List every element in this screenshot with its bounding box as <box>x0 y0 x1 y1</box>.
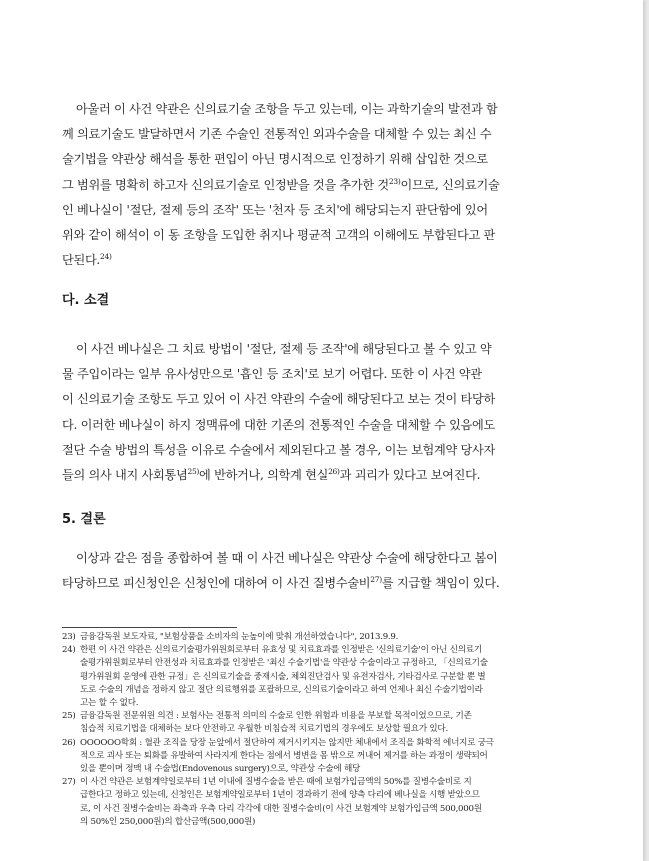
footnote-number: 25) <box>62 711 76 722</box>
footnote-line: 한편 이 사건 약관은 신의료기술평가위원회로부터 유효성 및 치료효과를 인정받은 '신의료기술'이 아닌 신의료기 <box>80 645 482 656</box>
footnote-text <box>80 710 600 736</box>
footnote-ref[interactable]: 24) <box>100 252 112 262</box>
footnote-text <box>80 737 600 777</box>
text-line: 다. 이러한 베나실이 하지 정맥류에 대한 기존의 전통적인 수술을 대체할 수 있음에도 <box>62 417 495 432</box>
footnote-ref[interactable]: 25) <box>187 466 200 476</box>
footnote-line: 술평가위원회로부터 안전성과 치료효과를 인정받은 '최신 수술기법'을 약관상 수술이라고 규정하고, 「신의료기술 <box>80 658 488 669</box>
footnote-26 <box>62 737 600 777</box>
text-line: 께 의료기술도 발달하면서 기존 수술인 전통적인 외과수술을 대체할 수 있는 최신 수 <box>62 127 492 142</box>
footnote-line: 적으로 괴사 또는 퇴화를 유발하여 사라지게 한다는 점에서 병변을 몸 밖으로 꺼내어 제거를 하는 과정이 생략되어 <box>80 750 488 761</box>
text-line <box>62 463 602 488</box>
footnote-text <box>80 776 600 829</box>
text-line: 아울러 이 사건 약관은 신의료기술 조항을 두고 있는데, 이는 과학기술의 발전과 함 <box>76 102 498 116</box>
text-line: 물 주입이라는 일부 유사성만으로 '흡인 등 조치'로 보기 어렵다. 또한 이 사건 약관 <box>62 367 482 382</box>
text-line: 술기법을 약관상 해석을 통한 편입이 아닌 명시적으로 인정하기 위해 삽입한 것으로 <box>62 152 488 167</box>
footnote-ref[interactable]: 26) <box>328 466 340 476</box>
paragraph-summary <box>62 337 602 488</box>
text-segment: 들의 의사 내지 사회통념 <box>62 468 188 483</box>
footnote-line: 이 사건 약관은 보험계약일로부터 1년 이내에 질병수술을 받은 때에 보험가입금액의 50%를 질병수술비로 지 <box>80 777 472 788</box>
footnote-24 <box>62 644 600 710</box>
text-line: 이 신의료기술 조항도 두고 있어 이 사건 약관의 수술에 해당된다고 보는 것이 타당하 <box>62 392 495 407</box>
footnote-ref[interactable]: 23) <box>388 176 401 186</box>
section-heading-conclusion: 5. 결론 <box>62 512 106 527</box>
paragraph-conclusion <box>62 546 602 596</box>
text-segment: 를 지급할 책임이 있다. <box>381 576 500 591</box>
footnote-line: OOOOOO학회 : 혈관 조직을 당장 눈앞에서 절단하여 제거시키지는 않지만 체내에서 조직을 화학적 에너지로 궁극 <box>80 737 494 748</box>
text-line: 인 베나실이 '절단, 절제 등의 조작' 또는 '천자 등 조치'에 해당되는지 판단함에 있어 <box>62 202 488 217</box>
footnote-line: 금융감독원 전문위원 의견 : 보험사는 전통적 의미의 수술로 인한 위험과 비용을 부보할 목적이었으므로, 기존 <box>80 711 472 722</box>
text-segment: 에 반하거나, 의학계 현실 <box>199 468 329 483</box>
footnote-number: 27) <box>62 777 76 788</box>
text-segment: 과 괴리가 있다고 보여진다. <box>339 468 481 483</box>
text-line: 이 사건 베나실은 그 치료 방법이 '절단, 절제 등 조작'에 해당된다고 볼 수 있고 약 <box>76 342 492 356</box>
paragraph-additional-note <box>62 97 602 273</box>
text-segment: 그 범위를 명확히 하고자 신의료기술로 인정받을 것을 추가한 것 <box>62 177 389 192</box>
footnotes <box>62 631 600 829</box>
text-segment: 타당하므로 피신청인은 신청인에 대하여 이 사건 질병수술비 <box>62 576 371 591</box>
footnote-number: 23) <box>62 632 76 642</box>
text-segment: 단된다. <box>62 253 100 268</box>
footnote-27 <box>62 776 600 829</box>
footnote-line: 로, 이 사건 질병수술비는 좌측과 우측 다리 각각에 대한 질병수술비(이 사건 보험계약 보험가입금액 500,000원 <box>80 803 482 814</box>
footnote-line: 급한다고 정하고 있는데, 신청인은 보험계약일로부터 1년이 경과하기 전에 양측 다리에 베나실을 시행 받았으므 <box>80 790 480 801</box>
footnote-line: 평가위원회 운영에 관한 규정」은 신의료기술을 중재시술, 체외진단검사 및 유전자검사, 기타검사로 구분할 뿐 별 <box>80 671 486 682</box>
text-line: 절단 수술 방법의 특성을 이유로 수술에서 제외된다고 볼 경우, 이는 보험계약 당사자 <box>62 442 495 457</box>
footnote-line: 침습적 치료기법을 대체하는 보다 안전하고 우월한 비침습적 치료기법의 경우에도 보상할 필요가 있다. <box>80 724 448 735</box>
text-line <box>62 248 602 273</box>
footnote-line: 도로 수술의 개념을 정하지 않고 절단 의료행위를 포괄하므로, 신의료기술이라고 하여 언제나 최신 수술기법이라 <box>80 684 483 695</box>
footnote-line: 금융감독원 보도자료, "보험상품을 소비자의 눈높이에 맞춰 개선하였습니다", 2013.9.9. <box>80 632 399 642</box>
section-heading-summary: 다. 소결 <box>62 293 110 308</box>
text-line <box>62 173 602 198</box>
footnote-25 <box>62 710 600 736</box>
text-line: 이상과 같은 점을 종합하여 볼 때 이 사건 베나실은 약관상 수술에 해당한다고 봄이 <box>76 551 498 565</box>
text-line: 위와 같이 해석이 이 동 조항을 도입한 취지나 평균적 고객의 이해에도 부합된다고 판 <box>62 228 495 243</box>
footnote-line: 의 50%인 250,000원)의 합산금액(500,000원) <box>80 816 256 827</box>
text-line <box>62 571 602 596</box>
text-segment: 이므로, 신의료기술 <box>400 177 500 192</box>
footnote-number: 24) <box>62 645 76 656</box>
footnote-text <box>80 631 600 644</box>
footnote-23 <box>62 631 600 644</box>
footnote-divider <box>62 627 237 628</box>
footnote-number: 26) <box>62 737 76 748</box>
footnote-line: 있을 뿐이며 정맥 내 수술법(Endovenous surgery)으로, 약관상 수술에 해당 <box>80 764 361 775</box>
footnote-line: 고는 할 수 없다. <box>80 698 139 709</box>
footnote-ref[interactable]: 27) <box>370 575 382 585</box>
footnote-text <box>80 644 600 710</box>
